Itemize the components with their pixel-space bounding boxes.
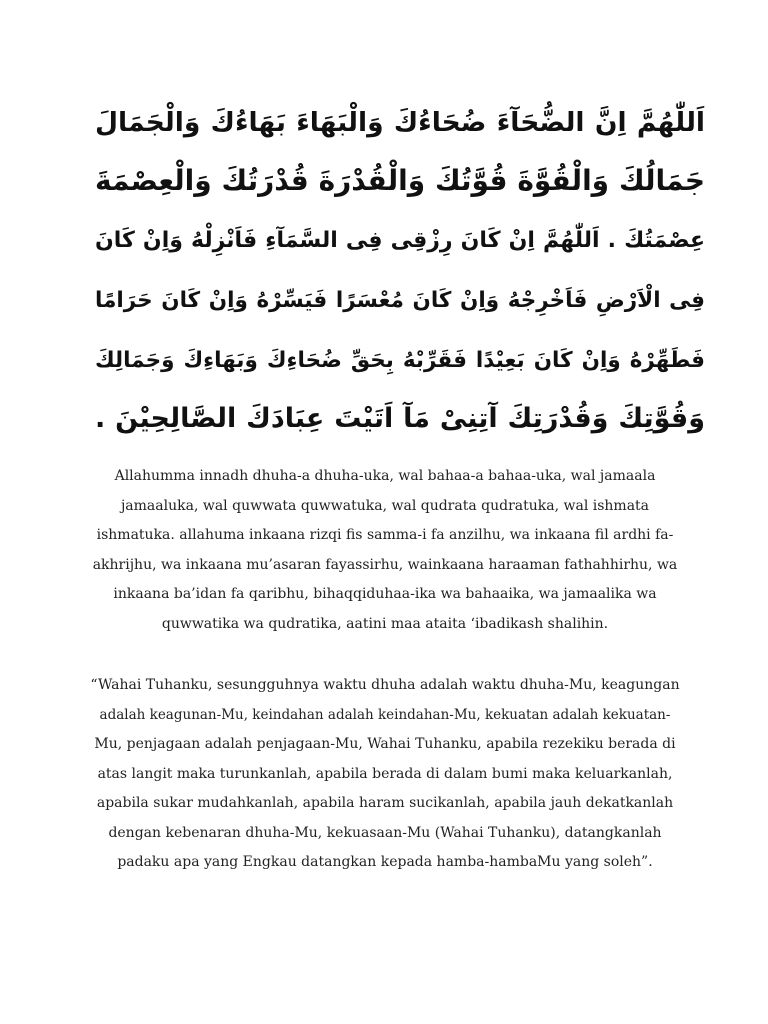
transliteration-line: ishmatuka. allahuma inkaana rizqi fis samma-i fa anzilhu, wa inkaana fil ardhi fa- — [96, 527, 674, 543]
translation-line: adalah keagunan-Mu, keindahan adalah keindahan-Mu, kekuatan adalah kekuatan- — [99, 706, 671, 723]
arabic-line: وَقُوَّتِكَ وَقُدْرَتِكَ آتِنِىْ مَآ اَتَيْتَ عِبَادَكَ الصَّالِحِيْنَ . — [95, 403, 705, 434]
transliteration-line: inkaana ba’idan fa qaribhu, bihaqqiduhaa-ika wa bahaaika, wa jamaalika wa — [113, 586, 657, 602]
arabic-line: جَمَالُكَ وَالْقُوَّةَ قُوَّتُكَ وَالْقُدْرَةَ قُدْرَتُكَ وَالْعِصْمَةَ — [95, 164, 705, 197]
transliteration-line: jamaaluka, wal quwwata quwwatuka, wal qudrata qudratuka, wal ishmata — [120, 497, 650, 514]
translation-line: atas langit maka turunkanlah, apabila berada di dalam bumi maka keluarkanlah, — [97, 765, 673, 782]
translation-line: padaku apa yang Engkau datangkan kepada hamba-hambaMu yang soleh”. — [117, 854, 653, 870]
transliteration-paragraph — [90, 462, 680, 639]
arabic-line: فِى الْاَرْضِ فَاَخْرِجْهُ وَاِنْ كَانَ مُعْسَرًا فَيَسِّرْهُ وَاِنْ كَانَ حَرَامًا — [95, 288, 705, 313]
translation-paragraph — [90, 671, 680, 878]
transliteration-line: quwwatika wa qudratika, aatini maa ataita ‘ibadikash shalihin. — [161, 615, 609, 632]
translation-line: apabila sukar mudahkanlah, apabila haram sucikanlah, apabila jauh dekatkanlah — [96, 795, 674, 811]
arabic-line: فَطَهِّرْهُ وَاِنْ كَانَ بَعِيْدًا فَقَرِّبْهُ بِحَقِّ ضُحَاءِكَ وَبَهَاءِكَ وَجَمَالِكَ — [95, 348, 705, 373]
transliteration-line: akhrijhu, wa inkaana mu’asaran fayassirhu, wainkaana haraaman fathahhirhu, wa — [92, 556, 678, 573]
translation-line: “Wahai Tuhanku, sesungguhnya waktu dhuha adalah waktu dhuha-Mu, keagungan — [90, 677, 680, 693]
transliteration-line: Allahumma innadh dhuha-a dhuha-uka, wal bahaa-a bahaa-uka, wal jamaala — [114, 468, 656, 484]
arabic-line: اَللّٰهُمَّ اِنَّ الضُّحَآءَ ضُحَاءُكَ وَالْبَهَاءَ بَهَاءُكَ وَالْجَمَالَ — [95, 107, 705, 138]
translation-line: dengan kebenaran dhuha-Mu, kekuasaan-Mu (Wahai Tuhanku), datangkanlah — [108, 824, 662, 841]
translation-line: Mu, penjagaan adalah penjagaan-Mu, Wahai Tuhanku, apabila rezekiku berada di — [94, 736, 676, 752]
arabic-line: عِصْمَتُكَ . اَللّٰهُمَّ اِنْ كَانَ رِزْقِى فِى السَّمَآءِ فَاَنْزِلْهُ وَاِنْ كَانَ — [95, 228, 705, 253]
arabic-prayer-image — [95, 88, 705, 453]
